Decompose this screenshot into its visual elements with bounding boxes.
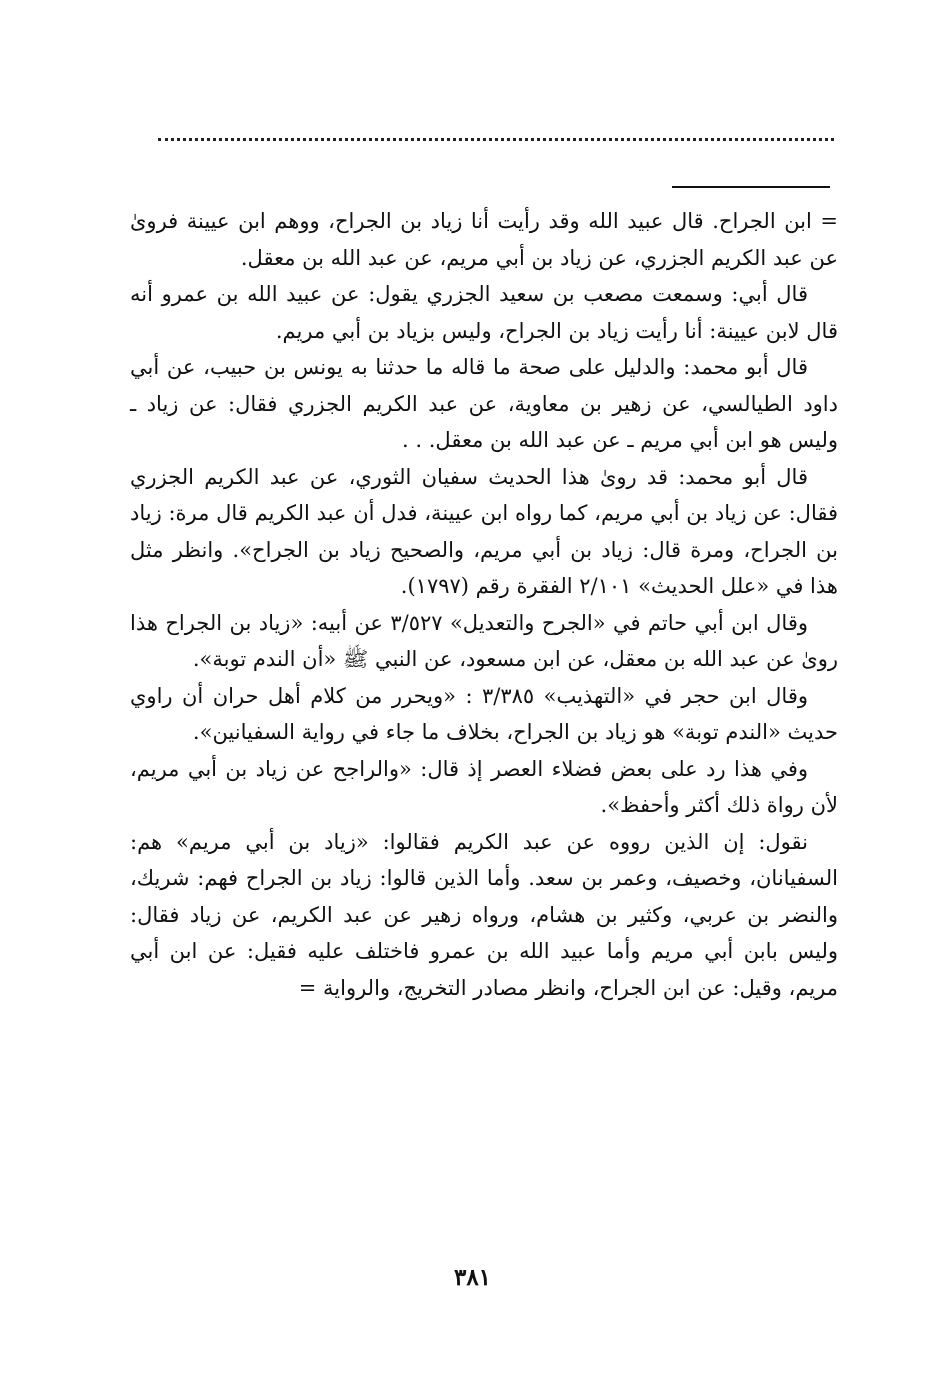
paragraph-qala-abi: قال أبي: وسمعت مصعب بن سعيد الجزري يقول: عن عبيد الله بن عمرو أنه قال لابن عيينة: أنا رأيت زياد بن الجراح، وليس بزياد بن أبي مريم. [130, 282, 838, 343]
paragraph-continuation: = ابن الجراح. قال عبيد الله وقد رأيت أنا زياد بن الجراح، ووهم ابن عيينة فروىٰ عن عبد الكريم الجزري، عن زياد بن أبي مريم، عن عبد الله بن معقل. [130, 209, 838, 270]
paragraph-ibn-abi-hatim: وقال ابن أبي حاتم في «الجرح والتعديل» ٣/٥٢٧ عن أبيه: «زياد بن الجراح هذا روىٰ عن عبد الله بن معقل، عن ابن مسعود، عن النبي ﷺ «أن الندم توبة». [130, 610, 838, 671]
header-dotted-rule [158, 138, 834, 141]
paragraph-abu-muhammad-evidence: قال أبو محمد: والدليل على صحة ما قاله ما حدثنا به يونس بن حبيب، عن أبي داود الطيالسي، عن زهير بن معاوية، عن عبد الكريم الجزري فقال: عن زياد ـ وليس هو ابن أبي مريم ـ عن عبد الله بن معقل. . . [130, 355, 838, 452]
paragraph-abu-muhammad-thawri: قال أبو محمد: قد روىٰ هذا الحديث سفيان الثوري، عن عبد الكريم الجزري فقال: عن زياد بن أبي مريم، كما رواه ابن عيينة، فدل أن عبد الكريم قال مرة: زياد بن الجراح، ومرة قال: زياد بن أبي مريم، والصحيح زياد بن الجراح». وانظر مثل هذا في «علل الحديث» ٢/١٠١ الفقرة رقم (١٧٩٧). [130, 464, 838, 598]
footnote-text-block [130, 203, 838, 1006]
paragraph-rebuttal: وفي هذا رد على بعض فضلاء العصر إذ قال: «والراجح عن زياد بن أبي مريم، لأن رواة ذلك أكثر وأحفظ». [130, 756, 838, 817]
paragraph-ibn-hajar: وقال ابن حجر في «التهذيب» ٣/٣٨٥ : «ويحرر من كلام أهل حران أن راوي حديث «الندم توبة» هو زياد بن الجراح، بخلاف ما جاء في رواية السفيانين». [130, 683, 838, 744]
paragraph-naqul: نقول: إن الذين رووه عن عبد الكريم فقالوا: «زياد بن أبي مريم» هم: السفيانان، وخصيف، وعمر بن سعد. وأما الذين قالوا: زياد بن الجراح فهم: شريك، والنضر بن عربي، وكثير بن هشام، ورواه زهير عن عبد الكريم، عن زياد فقال: وليس بابن أبي مريم وأما عبيد الله بن عمرو فاختلف عليه فقيل: عن ابن أبي مريم، وقيل: عن ابن الجراح، وانظر مصادر التخريج، والرواية = [130, 829, 838, 1000]
footnote-separator-rule [672, 186, 830, 188]
page-number: ٣٨١ [453, 1264, 492, 1291]
